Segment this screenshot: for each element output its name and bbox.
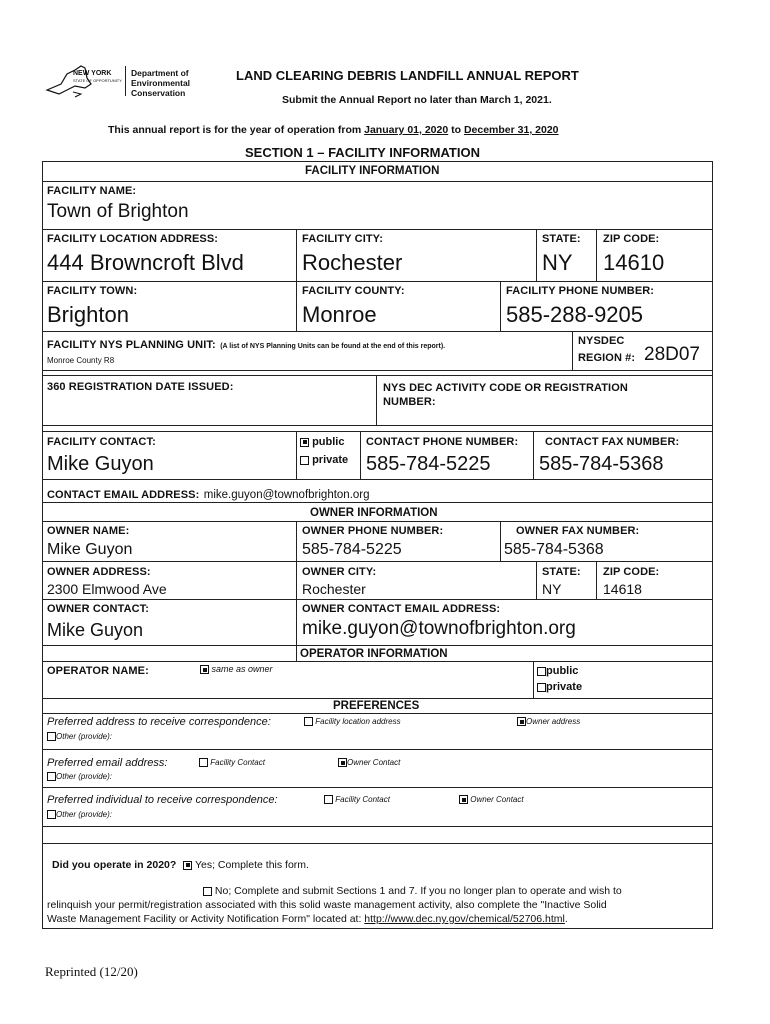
pref-address-other-option[interactable]: Other (provide): (47, 732, 112, 741)
contact-email-label: CONTACT EMAIL ADDRESS: (47, 489, 200, 501)
contact-email-value[interactable]: mike.guyon@townofbrighton.org (203, 489, 370, 501)
operator-private-option[interactable]: private (537, 681, 582, 693)
pref-address-owner-option[interactable]: Owner address (517, 717, 580, 726)
facility-county-value[interactable]: Monroe (302, 302, 377, 327)
pref-address-question: Preferred address to receive correspondence: (47, 716, 271, 728)
pref-address-owner-checkbox[interactable] (517, 717, 526, 726)
facility-city-label: FACILITY CITY: (302, 233, 384, 245)
operate-question: Did you operate in 2020? (52, 859, 177, 871)
operator-public-option[interactable]: public (537, 665, 578, 677)
preferences-band-title: PREFERENCES (333, 700, 420, 712)
operator-private-checkbox[interactable] (537, 683, 546, 692)
pref-email-other-checkbox[interactable] (47, 772, 56, 781)
facility-town-label: FACILITY TOWN: (47, 285, 138, 297)
operate-question-row (52, 859, 309, 871)
operator-public-checkbox[interactable] (537, 667, 546, 676)
operate-yes-checkbox[interactable] (183, 861, 192, 870)
operate-yes-label: Yes; Complete this form. (194, 859, 309, 871)
owner-band-title: OWNER INFORMATION (310, 507, 438, 519)
facility-address-value[interactable]: 444 Browncroft Blvd (47, 250, 244, 275)
owner-phone-label: OWNER PHONE NUMBER: (302, 525, 444, 537)
same-as-owner-checkbox[interactable] (200, 665, 209, 674)
pref-individual-facility-option[interactable]: Facility Contact (324, 795, 390, 804)
pref-email-question: Preferred email address: (47, 757, 168, 769)
nys-dec-logo (45, 62, 205, 102)
facility-phone-label: FACILITY PHONE NUMBER: (506, 285, 655, 297)
facility-contact-value[interactable]: Mike Guyon (47, 453, 154, 475)
region-label-line2: REGION #: (578, 352, 636, 364)
pref-individual-other-checkbox[interactable] (47, 810, 56, 819)
operator-same-as-owner-option[interactable]: same as owner (200, 664, 273, 674)
facility-zip-label: ZIP CODE: (603, 233, 660, 245)
pref-email-owner-checkbox[interactable] (338, 758, 347, 767)
facility-contact-label: FACILITY CONTACT: (47, 436, 156, 448)
facility-state-value[interactable]: NY (542, 250, 573, 275)
pref-individual-owner-checkbox[interactable] (459, 795, 468, 804)
owner-name-value[interactable]: Mike Guyon (47, 541, 133, 558)
facility-county-label: FACILITY COUNTY: (302, 285, 405, 297)
contact-fax-value[interactable]: 585-784-5368 (539, 453, 664, 475)
contact-email-row (47, 485, 370, 503)
owner-zip-value[interactable]: 14618 (603, 581, 642, 597)
facility-name-value[interactable]: Town of Brighton (47, 201, 189, 222)
owner-city-label: OWNER CITY: (302, 566, 377, 578)
report-period: This annual report is for the year of operation from January 01, 2020 to December 31, 2020 (108, 124, 559, 136)
registration-date-label: 360 REGISTRATION DATE ISSUED: (47, 381, 234, 393)
owner-address-value[interactable]: 2300 Elmwood Ave (47, 581, 167, 597)
report-subtitle: Submit the Annual Report no later than March 1, 2021. (282, 94, 552, 106)
period-end-date: December 31, 2020 (463, 124, 559, 136)
owner-phone-value[interactable]: 585-784-5225 (302, 541, 402, 558)
agency-name: Department of Environmental Conservation (131, 68, 191, 98)
pref-individual-question: Preferred individual to receive correspondence: (47, 794, 278, 806)
section-title: SECTION 1 – FACILITY INFORMATION (245, 145, 480, 160)
pref-address-facility-option[interactable]: Facility location address (304, 717, 401, 726)
logo-state-text: NEW YORK (73, 70, 112, 77)
facility-phone-value[interactable]: 585-288-9205 (506, 302, 644, 327)
operate-no-line3: Waste Management Facility or Activity Notification Form" located at: http://www.dec.ny.gov/chemical/52706.html. (47, 913, 568, 925)
facility-town-value[interactable]: Brighton (47, 302, 129, 327)
owner-state-value[interactable]: NY (542, 581, 562, 597)
operator-name-label: OPERATOR NAME: (47, 665, 149, 677)
pref-address-facility-checkbox[interactable] (304, 717, 313, 726)
contact-public-option[interactable]: public (300, 436, 344, 448)
facility-state-label: STATE: (542, 233, 581, 245)
private-checkbox[interactable] (300, 456, 309, 465)
owner-state-label: STATE: (542, 566, 581, 578)
facility-city-value[interactable]: Rochester (302, 250, 403, 275)
reprinted-note: Reprinted (12/20) (45, 964, 138, 979)
operate-no-row: No; Complete and submit Sections 1 and 7. If you no longer plan to operate and wish to (203, 885, 622, 897)
contact-fax-label: CONTACT FAX NUMBER: (545, 436, 680, 448)
region-value[interactable]: 28D07 (644, 344, 700, 365)
activity-code-label: NYS DEC ACTIVITY CODE OR REGISTRATION NUMBER: (383, 382, 628, 408)
period-start-date: January 01, 2020 (364, 124, 449, 136)
owner-name-label: OWNER NAME: (47, 525, 130, 537)
pref-email-other-option[interactable]: Other (provide): (47, 772, 112, 781)
planning-unit-note: (A list of NYS Planning Units can be found at the end of this report). (220, 343, 446, 350)
contact-phone-label: CONTACT PHONE NUMBER: (366, 436, 519, 448)
pref-address-other-checkbox[interactable] (47, 732, 56, 741)
operator-band-title: OPERATOR INFORMATION (300, 648, 448, 660)
facility-zip-value[interactable]: 14610 (603, 250, 665, 275)
owner-address-label: OWNER ADDRESS: (47, 566, 151, 578)
public-checkbox[interactable] (300, 438, 309, 447)
facility-band-title: FACILITY INFORMATION (305, 165, 440, 177)
pref-individual-other-option[interactable]: Other (provide): (47, 810, 112, 819)
pref-email-facility-option[interactable]: Facility Contact (199, 758, 265, 767)
owner-zip-label: ZIP CODE: (603, 566, 660, 578)
operate-no-line2: relinquish your permit/registration associated with this solid waste management activity, also complete the "Inactive Solid (47, 899, 607, 911)
owner-fax-value[interactable]: 585-784-5368 (504, 541, 604, 558)
pref-email-owner-option[interactable]: Owner Contact (338, 758, 400, 767)
planning-unit-label: FACILITY NYS PLANNING UNIT: (A list of NYS Planning Units can be found at the end of this report). (47, 339, 446, 351)
owner-email-label: OWNER CONTACT EMAIL ADDRESS: (302, 603, 501, 615)
planning-unit-value[interactable]: Monroe County R8 (47, 356, 115, 365)
facility-address-label: FACILITY LOCATION ADDRESS: (47, 233, 219, 245)
contact-private-option[interactable]: private (300, 454, 348, 466)
owner-fax-label: OWNER FAX NUMBER: (516, 525, 640, 537)
owner-email-value[interactable]: mike.guyon@townofbrighton.org (302, 618, 576, 639)
pref-email-facility-checkbox[interactable] (199, 758, 208, 767)
inactive-form-link[interactable]: http://www.dec.ny.gov/chemical/52706.html (364, 913, 565, 925)
owner-contact-label: OWNER CONTACT: (47, 603, 150, 615)
operate-no-checkbox[interactable] (203, 887, 212, 896)
facility-name-label: FACILITY NAME: (47, 185, 137, 197)
owner-city-value[interactable]: Rochester (302, 581, 366, 597)
contact-phone-value[interactable]: 585-784-5225 (366, 453, 491, 475)
report-title: LAND CLEARING DEBRIS LANDFILL ANNUAL REPORT (236, 68, 579, 83)
region-label-line1: NYSDEC (578, 335, 625, 347)
pref-individual-owner-option[interactable]: Owner Contact (459, 795, 524, 804)
logo-sub-text: STATE OF OPPORTUNITY (73, 78, 122, 83)
owner-contact-value[interactable]: Mike Guyon (47, 620, 144, 640)
pref-individual-facility-checkbox[interactable] (324, 795, 333, 804)
